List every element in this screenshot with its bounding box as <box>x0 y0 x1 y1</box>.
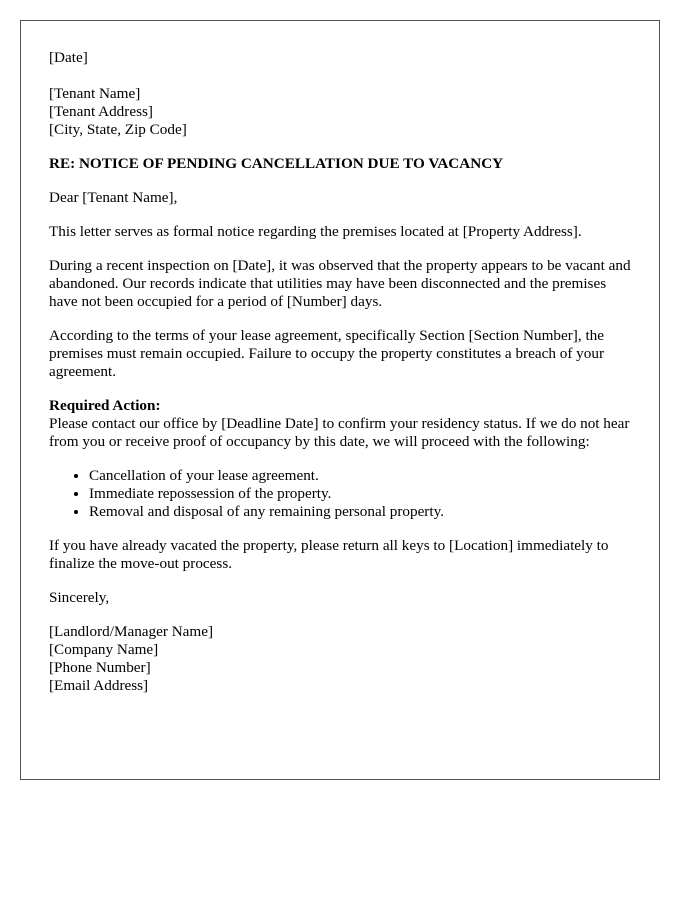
body-paragraph-notice: This letter serves as formal notice regarding the premises located at [Property Address]. <box>49 223 582 240</box>
letter-salutation: Dear [Tenant Name], <box>49 189 178 206</box>
signature-phone: [Phone Number] <box>49 659 151 676</box>
list-item: • Removal and disposal of any remaining personal property. <box>89 503 631 521</box>
signature-name: [Landlord/Manager Name] <box>49 623 214 640</box>
required-action-text: Please contact our office by [Deadline Date] to confirm your residency status. If we do not hear from you or receive proof of occupancy by this date, we will proceed with the following: <box>49 415 630 450</box>
list-item: • Cancellation of your lease agreement. <box>89 467 631 485</box>
recipient-city-state-zip: [City, State, Zip Code] <box>49 121 187 138</box>
required-action-section <box>49 397 631 521</box>
body-paragraph-lease-terms: According to the terms of your lease agreement, specifically Section [Section Number], the premises must remain occupied. Failure to occupy the property constitutes a breach of your agreement. <box>49 327 605 380</box>
recipient-address: [Tenant Address] <box>49 103 153 120</box>
letter-subject: RE: NOTICE OF PENDING CANCELLATION DUE TO VACANCY <box>49 155 504 172</box>
recipient-name: [Tenant Name] <box>49 85 141 102</box>
letter-closing: Sincerely, <box>49 589 110 606</box>
body-paragraph-inspection: During a recent inspection on [Date], it was observed that the property appears to be vacant and abandoned. Our records indicate that utilities may have been disconnected and the premises have not been occupied for a period of [Number] days. <box>49 257 631 310</box>
body-paragraph-keys-return: If you have already vacated the property, please return all keys to [Location] immediately to finalize the move-out process. <box>49 537 609 572</box>
required-action-heading: Required Action: <box>49 397 161 414</box>
list-item: • Immediate repossession of the property. <box>89 485 631 503</box>
signature-company: [Company Name] <box>49 641 159 658</box>
recipient-address-block <box>49 85 631 139</box>
signature-block <box>49 623 631 695</box>
required-action-list <box>49 467 631 521</box>
letter-page <box>20 20 660 780</box>
signature-email: [Email Address] <box>49 677 149 694</box>
letter-date: [Date] <box>49 49 88 66</box>
